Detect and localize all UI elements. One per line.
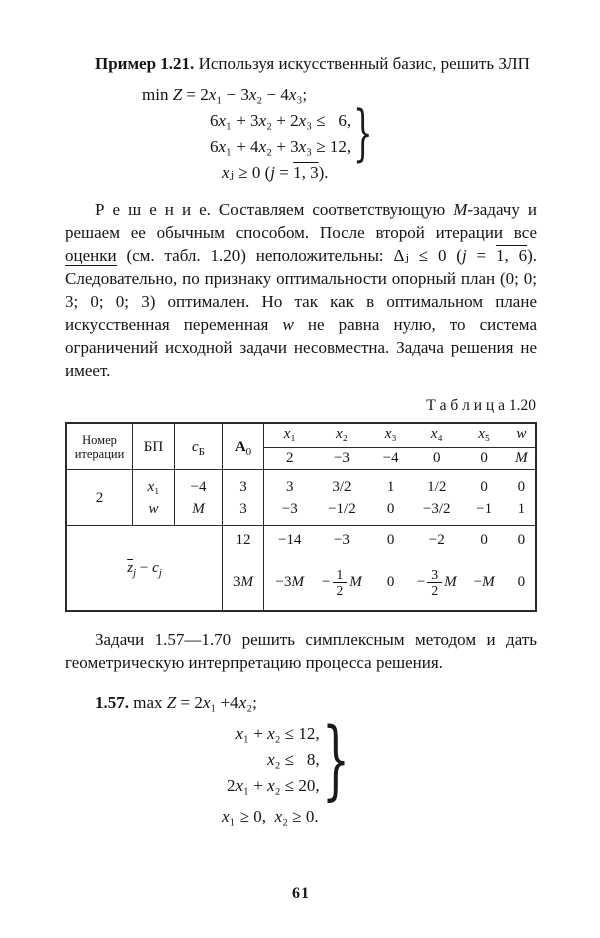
text-segment: не равна нулю, то система ограничений исходной задачи несовместна. Задача решения не имеет. (65, 315, 537, 380)
table-cell: −3/2 (422, 500, 451, 517)
table-cell: −14 (278, 532, 302, 548)
body-values-row-2 (264, 498, 535, 520)
constraint-system (210, 98, 389, 169)
solution-paragraph (65, 198, 537, 382)
table-cell: 0 (517, 532, 526, 548)
fraction: $\frac{1}{2}$ (333, 567, 348, 598)
fraction-cell: − $\frac{1}{2}$ M (322, 566, 362, 598)
table-cell: 0 (432, 450, 441, 466)
zj-values-row (264, 526, 535, 554)
text-segment: max Z = 2x₁ +4x₂; (133, 693, 257, 712)
example-1-21-equations (65, 82, 537, 186)
table-cell: 0 (517, 574, 526, 590)
objective-function: min Z = 2x₁ − 3x₂ − 4x₃; (142, 85, 308, 104)
zj-a0-bottom: 3M (233, 574, 253, 590)
text-segment: (см. табл. 1.20) неположительны: Δⱼ ≤ 0 ( (116, 246, 462, 265)
page-number: 61 (292, 885, 310, 902)
header-iteration-number: Номер итерации (67, 424, 133, 469)
table-cell: −4 (382, 450, 399, 466)
a0-values-cell: 3 3 (223, 470, 264, 525)
table-cell: 0 (386, 500, 395, 517)
text-segment: оценки (65, 246, 117, 265)
constraint-lines-157 (227, 721, 320, 799)
table-cell: x₄ (430, 426, 443, 442)
table-cell: x₂ (335, 426, 348, 442)
example-1-21-heading (65, 52, 537, 75)
text-segment: ). Следовательно, по признаку оптимальности опорный план (0; 0; 3; 0; 0; 3) оптимален. Но так как в оптимальном плане искусственная переменная (65, 246, 538, 334)
cb-values-cell: −4 M (175, 470, 223, 525)
table-cell: 1 (517, 500, 526, 517)
table-cell: 1/2 (427, 478, 447, 495)
table-header-row (67, 424, 535, 470)
text-segment: Пример 1.21. (95, 54, 199, 73)
zj-a0-cell (223, 526, 264, 610)
table-cell: −1 (476, 500, 493, 517)
text-segment: -задачу и решаем ее обычным способом. После второй итерации все (65, 200, 538, 242)
basis-variables-cell: x₁ w (133, 470, 175, 525)
index-range-overline: 1, 3 (293, 163, 319, 182)
coefficient-header-row (264, 448, 535, 468)
zj-cj-section (67, 526, 535, 610)
table-cell: −3 (333, 450, 350, 466)
zj-cj-label: $\overline{z}_j - c_j$ (67, 526, 223, 610)
header-cb: $c_Б$ (175, 424, 223, 469)
header-basis: БП (133, 424, 175, 469)
table-cell: −1/2 (328, 500, 356, 517)
table-cell: x₃ (384, 426, 397, 442)
body-values-block (264, 470, 535, 525)
text-segment: w (282, 315, 294, 334)
iteration-row (67, 470, 535, 526)
zj-values-block (264, 526, 535, 610)
zj-a0-top: 12 (235, 532, 251, 548)
text-segment: = (466, 246, 496, 265)
text-segment: 1.57. (95, 693, 134, 712)
table-cell: 0 (517, 478, 526, 495)
table-caption: Т а б л и ц а 1.20 (426, 397, 536, 414)
problem-1-57-title (65, 691, 537, 714)
table-cell: −2 (428, 532, 445, 548)
system-brace: } (353, 98, 373, 169)
table-cell: M (515, 450, 528, 466)
table-cell: 0 (480, 532, 488, 548)
nonnegativity-condition: xⱼ ≥ 0 (j = 1, 3). (222, 163, 329, 182)
variable-header-row (264, 424, 535, 448)
table-cell: −3 M (275, 574, 304, 590)
text-segment: Задачи 1.57—1.70 решить симплексным методом и дать геометрическую интерпретацию процесса решения. (65, 630, 537, 672)
constraint-2: 6x₁ + 4x₂ + 3x₃ ≥ 12, (210, 137, 352, 156)
table-cell: 3 (285, 478, 294, 495)
fraction: $\frac{3}{2}$ (427, 567, 442, 598)
table-cell: 2 (285, 450, 294, 466)
constraint-1: 6x₁ + 3x₂ + 2x₃ ≤ 6, (210, 111, 352, 130)
constraint-system-157 (227, 709, 373, 810)
table-cell: 0 (480, 450, 488, 466)
nonnegativity-157: x₁ ≥ 0, x₂ ≥ 0. (222, 807, 319, 826)
text-segment: 1, 6 (495, 246, 528, 265)
table-cell: w (516, 426, 527, 442)
header-a0: $A_0$ (223, 424, 264, 469)
constraint-157-2: x₂ ≤ 8, (267, 750, 320, 769)
table-cell: − M (473, 574, 495, 590)
table-cell: 0 (480, 478, 488, 495)
header-variables-block (264, 424, 535, 469)
table-cell: x₁ (283, 426, 296, 442)
problem-1-57-equations (65, 709, 537, 830)
constraint-lines (210, 108, 351, 160)
system-brace-157: } (321, 709, 350, 810)
constraint-157-1: x₁ + x₂ ≤ 12, (235, 724, 320, 743)
text-segment: j (461, 246, 467, 265)
iteration-number-cell: 2 (67, 470, 133, 525)
table-cell: 0 (386, 574, 395, 590)
text-segment: M (453, 200, 468, 219)
tasks-paragraph (65, 628, 537, 674)
zj-m-values-row (264, 554, 535, 610)
text-segment: Используя искусственный базис, решить ЗЛП (198, 54, 530, 73)
table-cell: 3/2 (332, 478, 352, 495)
simplex-table (65, 422, 537, 612)
body-values-row-1 (264, 476, 535, 498)
constraint-157-3: 2x₁ + x₂ ≤ 20, (227, 776, 320, 795)
table-cell: −3 (281, 500, 298, 517)
table-cell: x₅ (478, 426, 491, 442)
text-segment: Р е ш е н и е. Составляем соответствующую (95, 200, 454, 219)
table-cell: −3 (333, 532, 350, 548)
fraction-cell: − $\frac{3}{2}$ M (416, 566, 457, 598)
table-cell: 1 (386, 478, 395, 495)
table-cell: 0 (386, 532, 395, 548)
